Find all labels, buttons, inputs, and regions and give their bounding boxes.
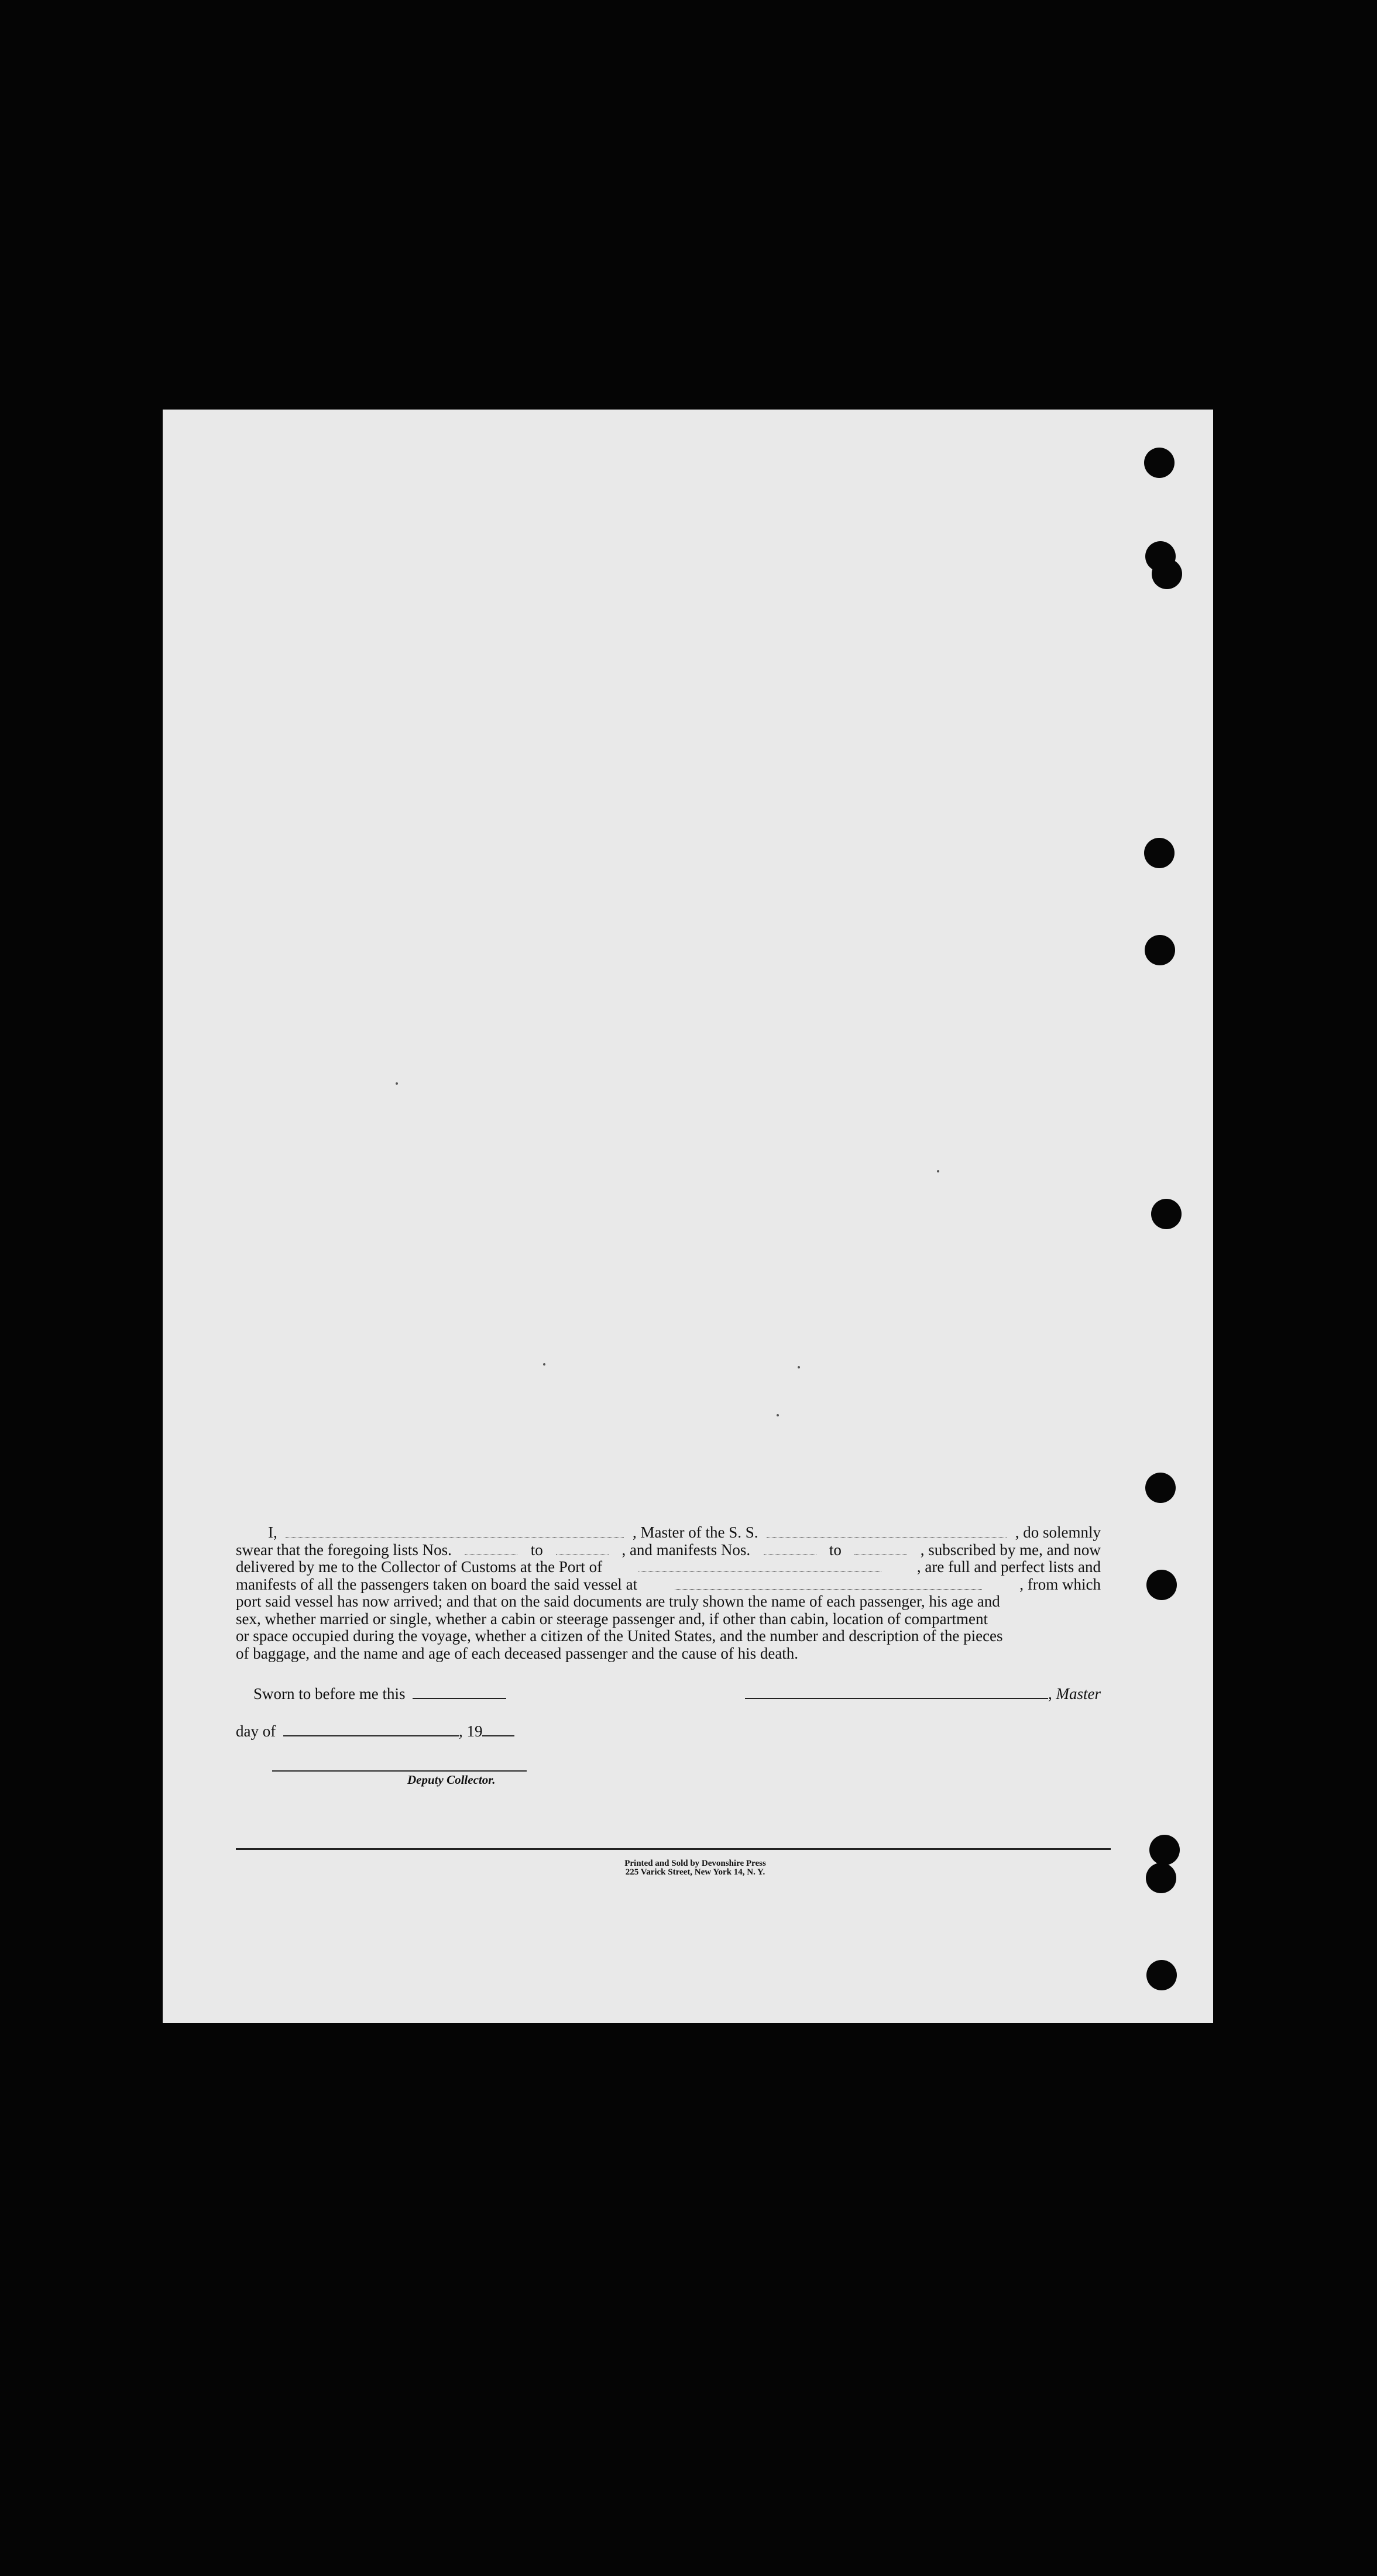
- punch-hole: [1144, 448, 1175, 478]
- oath-text: of baggage, and the name and age of each deceased passenger and the cause of his death.: [236, 1644, 799, 1662]
- oath-line: [236, 1542, 1101, 1559]
- blank-port: [638, 1559, 881, 1572]
- oath-text: swear that the foregoing lists Nos.: [236, 1540, 452, 1559]
- oath-text: , do solemnly: [1015, 1523, 1101, 1541]
- punch-hole: [1144, 838, 1175, 868]
- oath-text: , are full and perfect lists and: [916, 1558, 1101, 1576]
- oath-text: , and manifests Nos.: [621, 1540, 751, 1559]
- deputy-signature-line: [272, 1770, 527, 1772]
- punch-hole: [1149, 1835, 1180, 1865]
- printer-line: 225 Varick Street, New York 14, N. Y.: [625, 1867, 765, 1877]
- punch-hole: [1146, 1863, 1176, 1893]
- dust-speck: [937, 1170, 939, 1172]
- punch-hole: [1152, 559, 1182, 589]
- oath-text: or space occupied during the voyage, whether a citizen of the United States, and the number and description of the pieces: [236, 1627, 1003, 1645]
- blank-list-to: [556, 1542, 609, 1555]
- oath-text: to: [530, 1540, 543, 1559]
- oath-paragraph: [236, 1524, 1101, 1662]
- printer-line: Printed and Sold by Devonshire Press: [624, 1859, 766, 1868]
- oath-text: I,: [268, 1523, 277, 1541]
- oath-text: , subscribed by me, and now: [920, 1540, 1101, 1559]
- date-line: [236, 1722, 514, 1741]
- blank-list-from: [465, 1542, 517, 1555]
- oath-line: [236, 1611, 1101, 1628]
- oath-line: [236, 1576, 1101, 1594]
- master-label: , Master: [1048, 1685, 1101, 1703]
- oath-text: sex, whether married or single, whether a cabin or steerage passenger and, if other than cabin, location of compartment: [236, 1609, 988, 1628]
- footer-rule: [236, 1848, 1111, 1850]
- punch-hole: [1146, 1570, 1177, 1600]
- deputy-collector-label: Deputy Collector.: [407, 1773, 496, 1787]
- blank-manifest-from: [764, 1542, 816, 1555]
- blank-ship-name: [767, 1524, 1007, 1538]
- oath-text: port said vessel has now arrived; and that on the said documents are truly shown the name of each passenger, his age and: [236, 1593, 1000, 1610]
- dust-speck: [396, 1082, 398, 1085]
- day-of-label: day of: [236, 1722, 276, 1740]
- blank-month: [283, 1722, 459, 1736]
- oath-text: , Master of the S. S.: [633, 1523, 758, 1541]
- oath-text: manifests of all the passengers taken on board the said vessel at: [236, 1575, 638, 1593]
- punch-hole: [1145, 1473, 1176, 1503]
- dust-speck: [777, 1414, 779, 1416]
- printer-imprint: [572, 1859, 818, 1877]
- blank-year: [482, 1722, 514, 1736]
- punch-hole: [1151, 1199, 1182, 1229]
- oath-text: , from which: [1019, 1575, 1101, 1593]
- oath-text: to: [829, 1540, 842, 1559]
- master-signature-line: [745, 1685, 1101, 1703]
- oath-line: [236, 1628, 1101, 1645]
- punch-hole: [1146, 1960, 1177, 1990]
- oath-line: [236, 1524, 1101, 1542]
- oath-line: [236, 1645, 1101, 1663]
- blank-manifest-to: [854, 1542, 907, 1555]
- blank-master-name: [286, 1524, 624, 1538]
- document-page: [163, 410, 1213, 2023]
- blank-sworn-day: [413, 1685, 506, 1699]
- sworn-line: [253, 1685, 506, 1703]
- oath-line: [236, 1559, 1101, 1576]
- dust-speck: [543, 1363, 545, 1366]
- punch-hole: [1145, 935, 1175, 965]
- blank-departure-port: [675, 1576, 982, 1590]
- oath-line: [236, 1593, 1101, 1611]
- year-label: , 19: [458, 1722, 483, 1740]
- sworn-label: Sworn to before me this: [253, 1685, 406, 1703]
- oath-text: delivered by me to the Collector of Customs at the Port of: [236, 1558, 603, 1576]
- blank-master-signature: [745, 1685, 1048, 1699]
- dust-speck: [798, 1366, 800, 1368]
